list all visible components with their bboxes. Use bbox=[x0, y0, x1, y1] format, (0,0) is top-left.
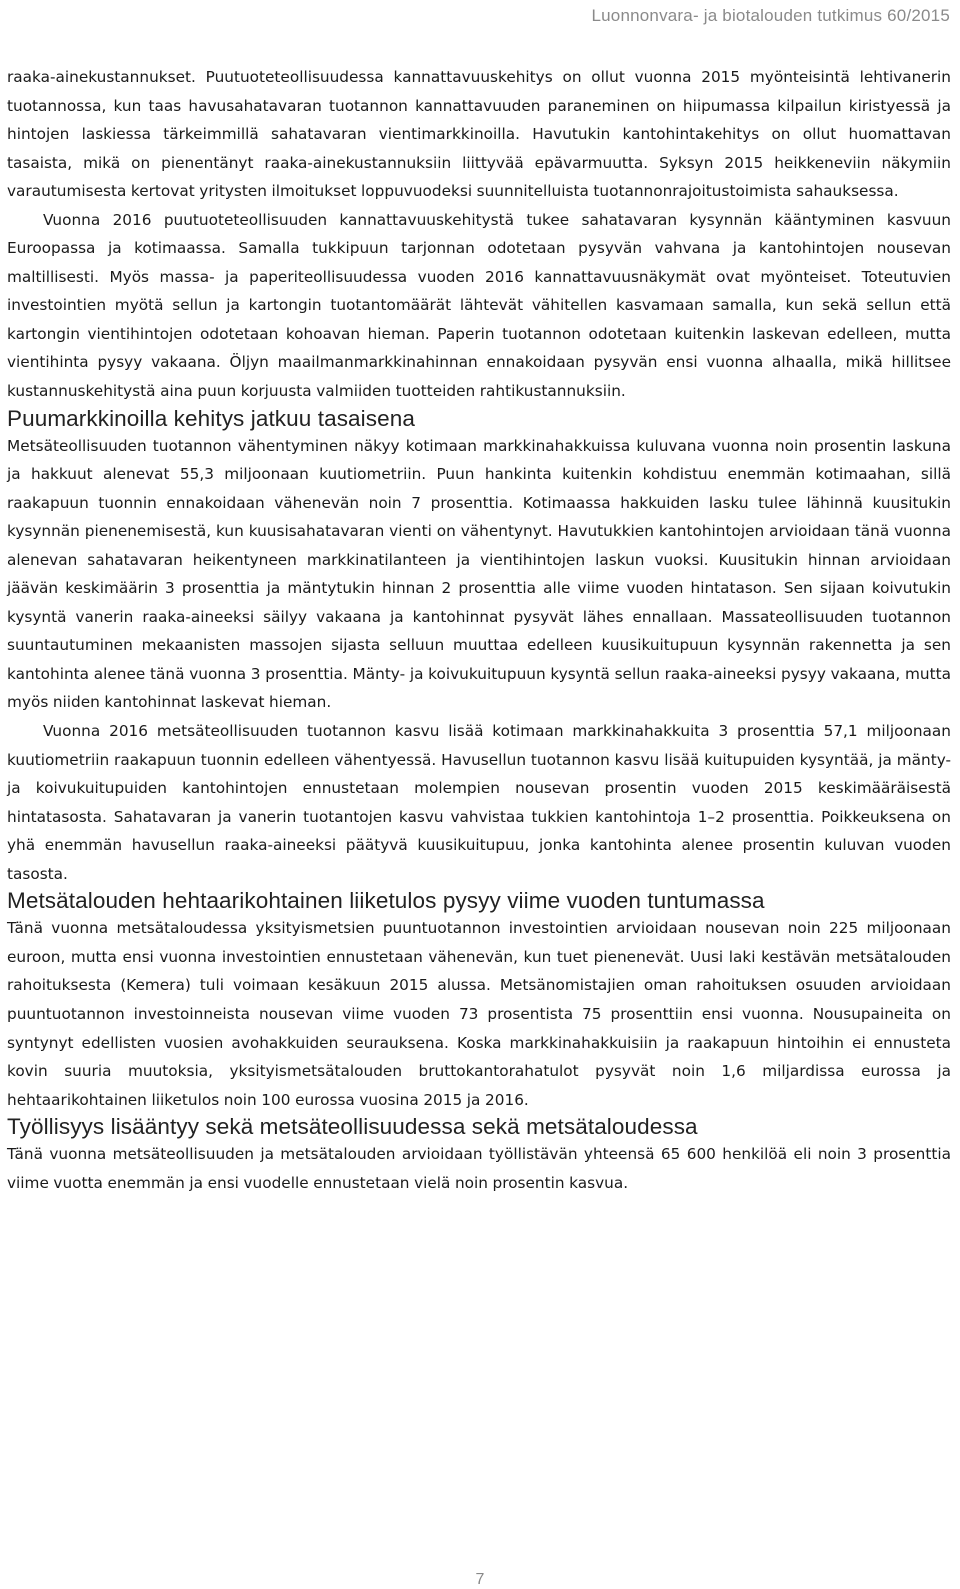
paragraph-intro-1: raaka-ainekustannukset. Puutuoteteollisuudessa kannattavuuskehitys on ollut vuonna 2015 myönteisintä lehtivanerin tuotannossa, kun taas havusahatavaran tuotannon kannattavuuden paraneminen on hiipumassa kilpailun kiristyessä ja hintojen laskiessa tärkeimmillä sahatavaran vientimarkkinoilla. Havutukin kantohintakehitys on ollut huomattavan tasaista, mikä on pienentänyt raaka-ainekustannuksiin liittyvää epävarmuutta. Syksyn 2015 heikkeneviin näkymiin varautumisesta kertovat yritysten ilmoitukset loppuvuodeksi suunnitelluista tuotannonrajoitustoimista sahauksessa. bbox=[7, 68, 951, 201]
paragraph-intro-2: Vuonna 2016 puutuoteteollisuuden kannattavuuskehitystä tukee sahatavaran kysynnän kääntyminen kasvuun Euroopassa ja kotimaassa. Samalla tukkipuun tarjonnan odotetaan pysyvän vahvana ja kantohintojen nousevan maltillisesti. Myös massa- ja paperiteollisuudessa vuoden 2016 kannattavuusnäkymät ovat myönteiset. Toteutuvien investointien myötä sellun ja kartongin tuotantomäärät lähtevät vähitellen kasvamaan samalla, kun sekä sellun että kartongin vientihintojen odotetaan kohoavan hieman. Paperin tuotannon odotetaan kuitenkin laskevan edelleen, mutta vientihinta pysyy vakaana. Öljyn maailmanmarkkinahinnan ennakoidaan pysyvän ensi vuonna alhaalla, mikä hillitsee kustannuskehitystä aina puun korjuusta valmiiden tuotteiden rahtikustannuksiin. bbox=[7, 210, 951, 401]
page-number: 7 bbox=[475, 1571, 485, 1588]
paragraph-wood-markets-2: Vuonna 2016 metsäteollisuuden tuotannon kasvu lisää kotimaan markkinahakkuita 3 prosenttia 57,1 miljoonaan kuutiometriin raakapuun tuonnin edelleen vähentyessä. Havusellun tuotannon kasvu lisää kuitupuiden kysyntää, ja mänty- ja koivukuitupuiden kantohintojen ennustetaan molempien nousevan prosentin vuoden 2015 keskimääräisestä hintatasosta. Sahatavaran ja vanerin tuotantojen kasvu vahvistaa tukkien kantohintoja 1–2 prosenttia. Poikkeuksena on yhä enemmän havusellun raaka-aineeksi päätyvä kuusikuitupuu, jonka kantohinta alenee prosentin kuluvan vuoden tasosta. bbox=[7, 722, 951, 883]
running-header: Luonnonvara- ja biotalouden tutkimus 60/2015 bbox=[591, 6, 950, 25]
heading-forestry-result: Metsätalouden hehtaarikohtainen liiketulos pysyy viime vuoden tuntumassa bbox=[7, 888, 765, 914]
paragraph-wood-markets-1: Metsäteollisuuden tuotannon vähentyminen näkyy kotimaan markkinahakkuissa kuluvana vuonna noin prosentin laskuna ja hakkuut alenevat 55,3 miljoonaan kuutiometriin. Puun hankinta kuitenkin kohdistuu enemmän kotimaahan, sillä raakapuun tuonnin ennakoidaan vähenevän noin 7 prosenttia. Kotimaassa hakkuiden lasku tulee lähinnä kuusitukin kysynnän pienenemisestä, kun kuusisahatavaran vienti on vähentynyt. Havutukkien kantohintojen arvioidaan tänä vuonna alenevan sahatavaran heikentyneen markkinatilanteen ja vientihintojen laskun vuoksi. Kuusitukin hinnan arvioidaan jäävän keskimäärin 3 prosenttia ja mäntytukin hinnan 2 prosenttia alle viime vuoden hintatason. Sen sijaan koivutukin kysyntä vanerin raaka-aineeksi säilyy vakaana ja kantohinnat pysyvät lähes ennallaan. Massateollisuuden tuotannon suuntautuminen mekaanisten massojen sijasta selluun muuttaa edelleen kuusikuitupuun kysynnän rakennetta ja sen kantohinta alenee tänä vuonna 3 prosenttia. Mänty- ja koivukuitupuun kysyntä sellun raaka-aineeksi pysyy vakaana, mutta myös niiden kantohinnat laskevat hieman. bbox=[7, 436, 951, 712]
paragraph-employment-1: Tänä vuonna metsäteollisuuden ja metsätalouden arvioidaan työllistävän yhteensä 65 600 henkilöä eli noin 3 prosenttia viime vuotta enemmän ja ensi vuodelle ennustetaan vielä noin prosentin kasvua. bbox=[7, 1145, 951, 1192]
heading-wood-markets: Puumarkkinoilla kehitys jatkuu tasaisena bbox=[7, 405, 415, 431]
paragraph-forestry-result-1: Tänä vuonna metsätaloudessa yksityismetsien puuntuotannon investointien arvioidaan nousevan noin 225 miljoonaan euroon, mutta ensi vuonna investointien ennustetaan vähenevän, kun tuet pienenevät. Uusi laki kestävän metsätalouden rahoituksesta (Kemera) tuli voimaan kesäkuun 2015 alussa. Metsänomistajien oman rahoituksen osuuden arvioidaan puuntuotannon investoinneista nousevan viime vuoden 73 prosentista 75 prosenttiin ensi vuonna. Nousupaineita on syntynyt edellisten vuosien avohakkuiden seurauksena. Koska markkinahakkuisiin ja raakapuun hintoihin ei ennusteta kovin suuria muutoksia, yksityismetsätalouden bruttokantorahatulot pysyvät noin 1,6 miljardissa eurossa ja hehtaarikohtainen liiketulos noin 100 eurossa vuosina 2015 ja 2016. bbox=[7, 919, 951, 1109]
heading-employment: Työllisyys lisääntyy sekä metsäteollisuudessa sekä metsätaloudessa bbox=[7, 1114, 698, 1140]
document-body bbox=[7, 63, 951, 1197]
